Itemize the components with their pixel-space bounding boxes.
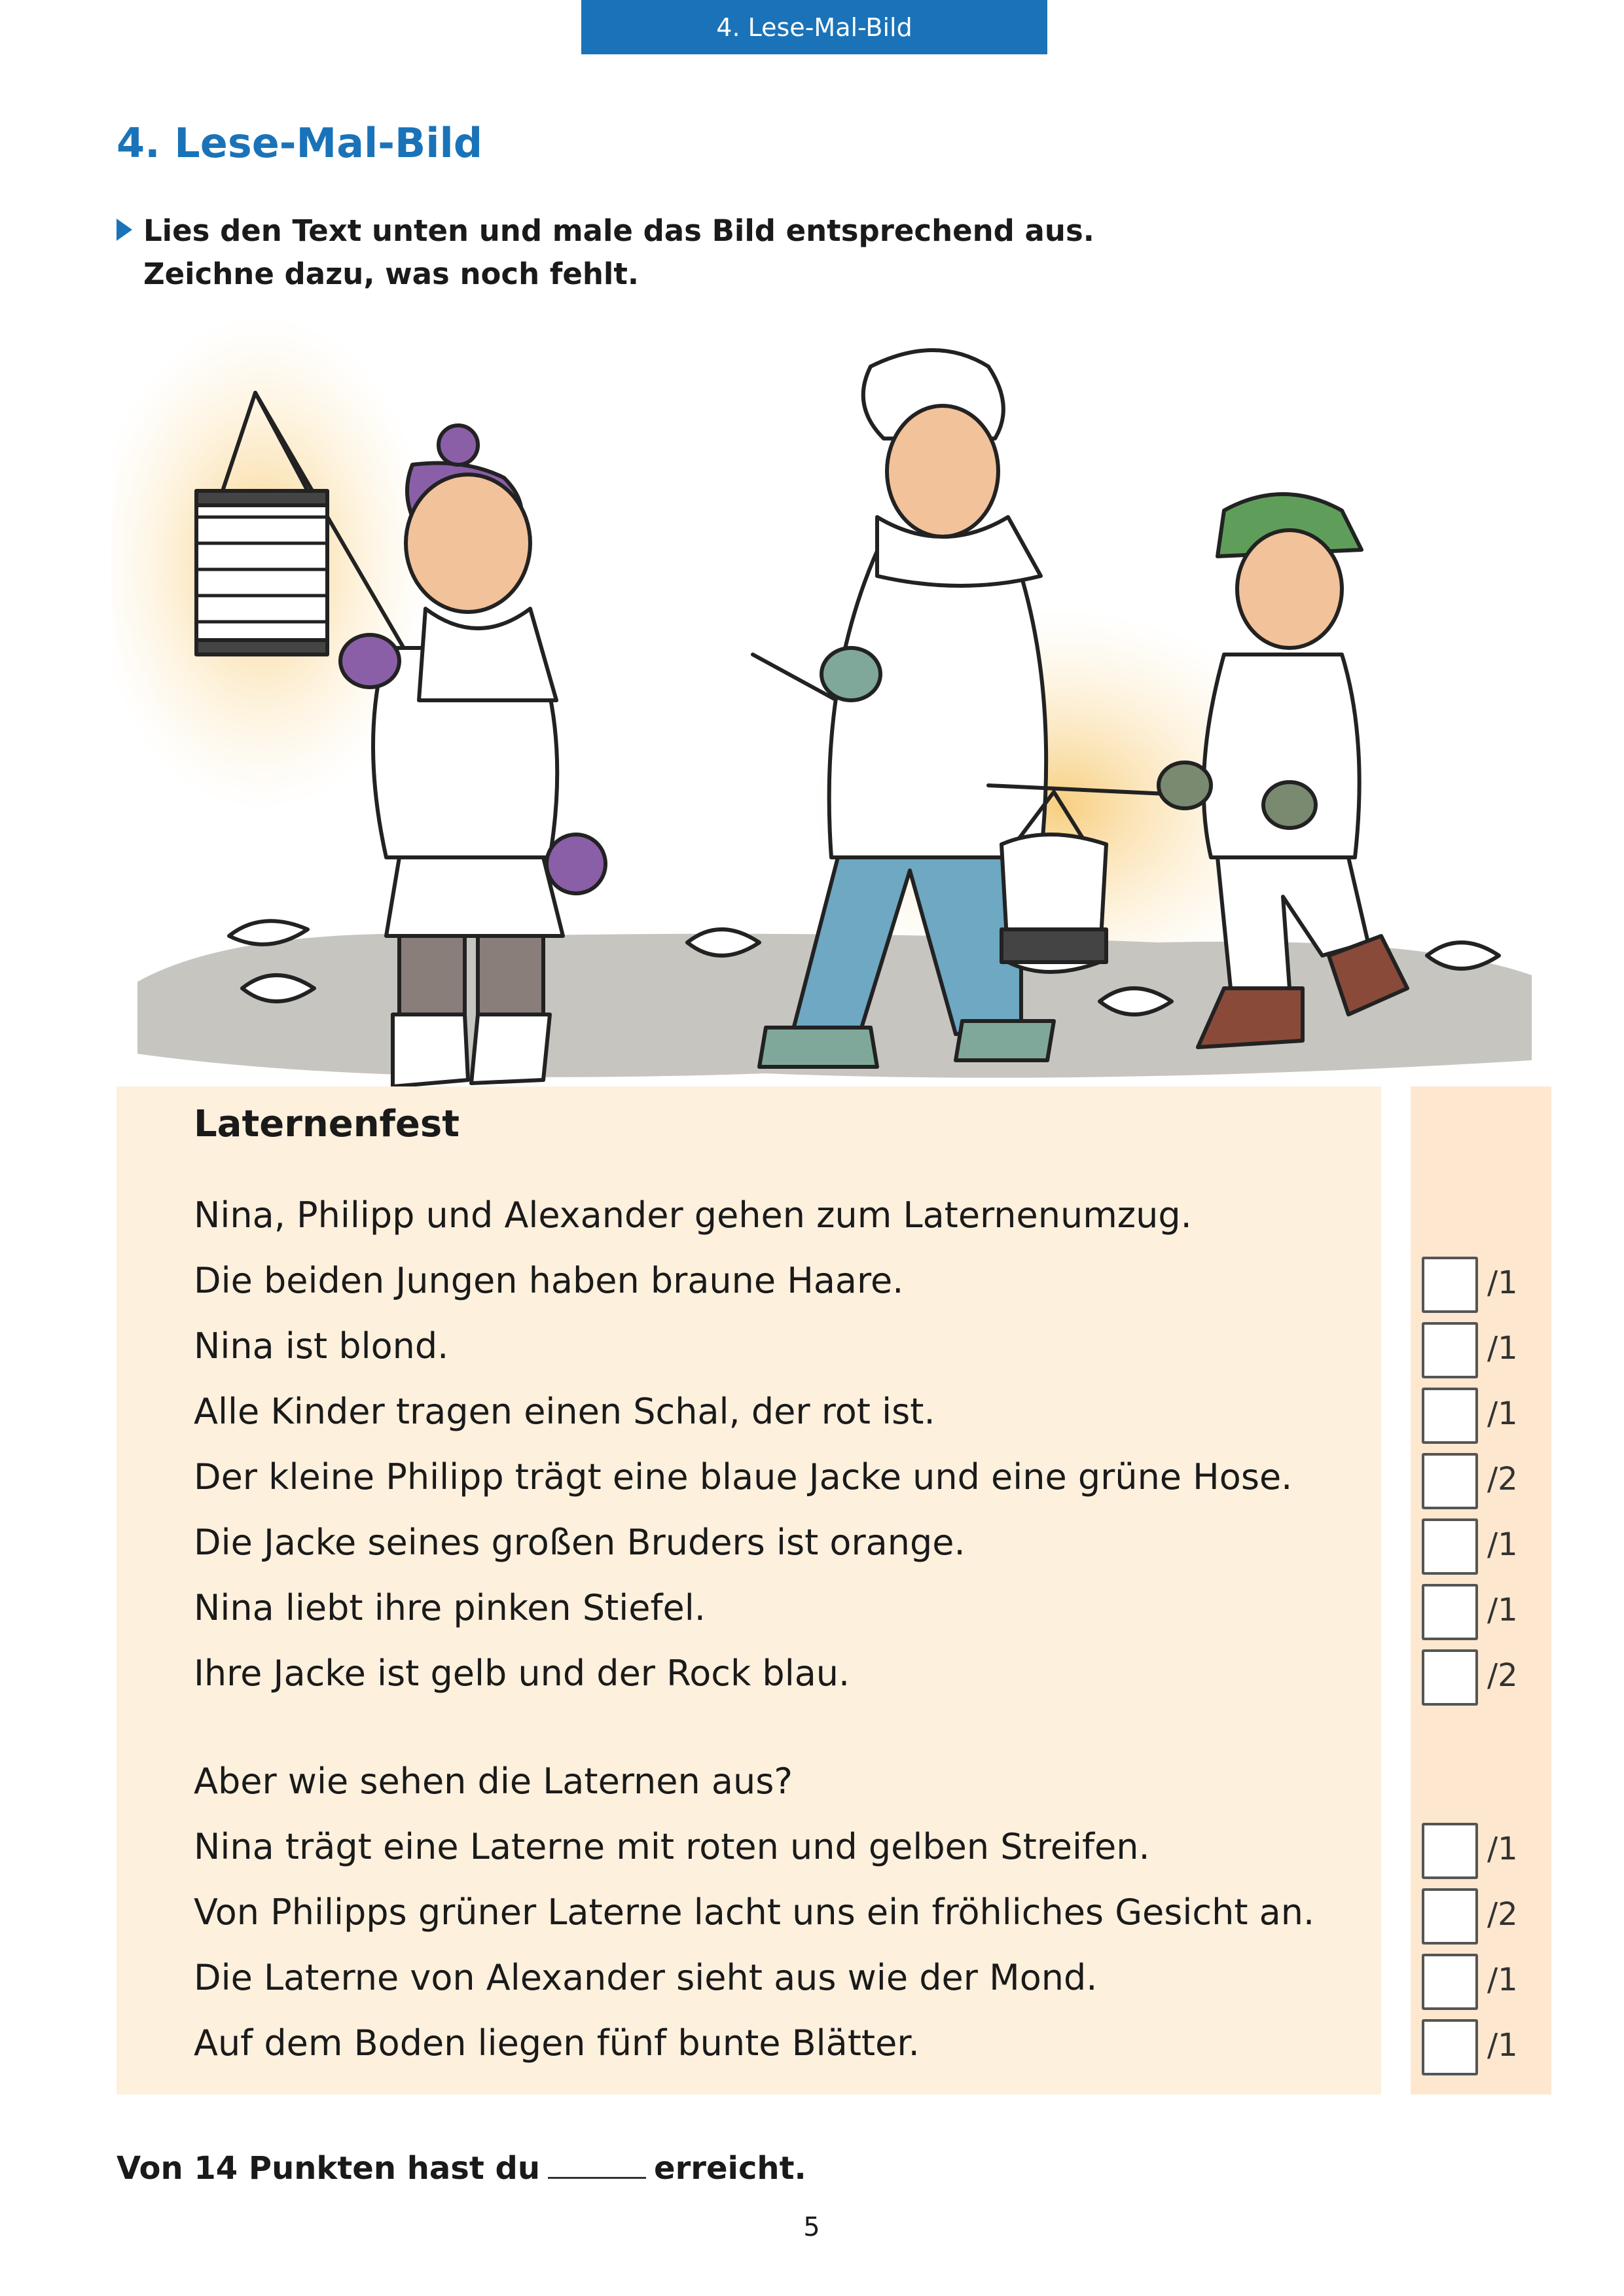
max-points-label: /1 xyxy=(1487,1330,1518,1367)
story-line: Nina liebt ihre pinken Stiefel. xyxy=(194,1587,706,1628)
story-line: Aber wie sehen die Laternen aus? xyxy=(194,1761,793,1802)
max-points-label: /2 xyxy=(1487,1896,1518,1933)
story-line: Ihre Jacke ist gelb und der Rock blau. xyxy=(194,1653,850,1694)
score-checkbox[interactable] xyxy=(1422,1322,1478,1378)
score-field xyxy=(1422,2019,1520,2074)
coloring-illustration[interactable] xyxy=(111,281,1538,1086)
story-line: Die beiden Jungen haben braune Haare. xyxy=(194,1260,904,1301)
max-points-label: /1 xyxy=(1487,1526,1518,1563)
score-field xyxy=(1422,1584,1520,1639)
story-line: Nina ist blond. xyxy=(194,1325,449,1367)
score-checkbox[interactable] xyxy=(1422,1257,1478,1313)
instruction-line-1: Lies den Text unten und male das Bild entsprechend aus. xyxy=(143,213,1094,248)
story-line: Von Philipps grüner Laterne lacht uns ein fröhliches Gesicht an. xyxy=(194,1892,1315,1933)
max-points-label: /1 xyxy=(1487,1831,1518,1867)
story-line: Auf dem Boden liegen fünf bunte Blätter. xyxy=(194,2022,920,2064)
score-field xyxy=(1422,1649,1520,1704)
chapter-tab: 4. Lese-Mal-Bild xyxy=(581,0,1047,54)
score-field xyxy=(1422,1954,1520,2009)
score-checkbox[interactable] xyxy=(1422,1584,1478,1640)
score-checkbox[interactable] xyxy=(1422,1518,1478,1575)
score-checkbox[interactable] xyxy=(1422,1823,1478,1879)
story-line: Der kleine Philipp trägt eine blaue Jacke und eine grüne Hose. xyxy=(194,1456,1293,1498)
score-checkbox[interactable] xyxy=(1422,1888,1478,1945)
result-suffix: erreicht. xyxy=(654,2150,806,2187)
instruction-line-2: Zeichne dazu, was noch fehlt. xyxy=(143,257,639,291)
score-field xyxy=(1422,1453,1520,1508)
score-field xyxy=(1422,1322,1520,1377)
max-points-label: /2 xyxy=(1487,1461,1518,1498)
result-prefix: Von 14 Punkten hast du xyxy=(117,2150,541,2187)
score-field xyxy=(1422,1388,1520,1443)
score-field xyxy=(1422,1823,1520,1878)
max-points-label: /2 xyxy=(1487,1657,1518,1694)
score-field xyxy=(1422,1888,1520,1943)
story-line: Die Laterne von Alexander sieht aus wie der Mond. xyxy=(194,1957,1098,1998)
page-title: 4. Lese-Mal-Bild xyxy=(117,119,483,167)
instruction-arrow-icon xyxy=(117,219,132,241)
max-points-label: /1 xyxy=(1487,1395,1518,1432)
story-line: Nina trägt eine Laterne mit roten und gelben Streifen. xyxy=(194,1826,1150,1867)
max-points-label: /1 xyxy=(1487,1592,1518,1628)
score-checkbox[interactable] xyxy=(1422,1388,1478,1444)
score-field xyxy=(1422,1257,1520,1312)
score-checkbox[interactable] xyxy=(1422,1649,1478,1706)
result-line xyxy=(117,2150,806,2187)
max-points-label: /1 xyxy=(1487,1962,1518,1998)
story-title: Laternenfest xyxy=(194,1103,460,1145)
story-line: Alle Kinder tragen einen Schal, der rot ist. xyxy=(194,1391,935,1432)
story-line: Die Jacke seines großen Bruders ist orange. xyxy=(194,1522,965,1563)
max-points-label: /1 xyxy=(1487,1265,1518,1301)
max-points-label: /1 xyxy=(1487,2027,1518,2064)
score-field xyxy=(1422,1518,1520,1573)
score-checkbox[interactable] xyxy=(1422,1453,1478,1509)
score-checkbox[interactable] xyxy=(1422,1954,1478,2010)
score-checkbox[interactable] xyxy=(1422,2019,1478,2075)
page-number: 5 xyxy=(803,2212,820,2242)
story-line: Nina, Philipp und Alexander gehen zum Laternenumzug. xyxy=(194,1194,1192,1236)
points-blank[interactable] xyxy=(548,2151,646,2179)
